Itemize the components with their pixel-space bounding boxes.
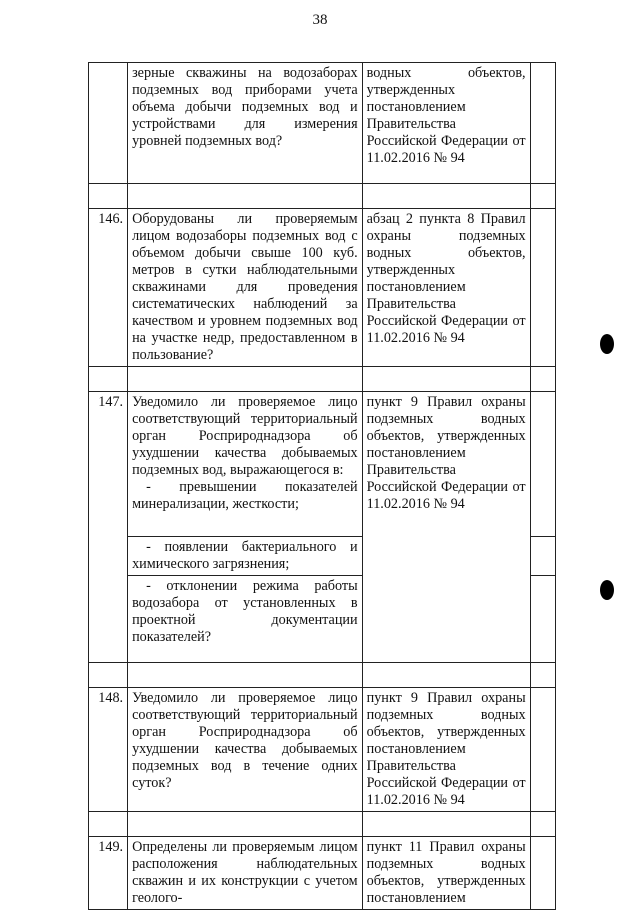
reference-cell: пункт 9 Правил охраны подземных водных объектов, утвержденных постановлением Правительства Российской Федерации от 11.02.2016 № 94 bbox=[362, 392, 530, 663]
answer-cell bbox=[530, 688, 555, 812]
row-separator bbox=[89, 184, 556, 209]
table-row bbox=[89, 837, 556, 910]
question-sub-item: - появлении бактериального и химического загрязнения; bbox=[128, 537, 363, 576]
punch-hole-mark bbox=[600, 580, 614, 600]
reference-cell: пункт 11 Правил охраны подземных водных объектов, утвержденных постановлением bbox=[362, 837, 530, 910]
answer-cell bbox=[530, 576, 555, 663]
question-cell: Оборудованы ли проверяемым лицом водозаборы подземных вод с объемом добычи свыше 100 куб. метров в сутки наблюдательными скважинами для проведения систематических наблюдений за качеством и уровнем подземных вод на участке недр, предоставленном в пользование? bbox=[128, 209, 363, 367]
punch-hole-mark bbox=[600, 334, 614, 354]
row-separator bbox=[89, 812, 556, 837]
answer-cell bbox=[530, 392, 555, 537]
table-row bbox=[89, 392, 556, 537]
reference-cell: абзац 2 пункта 8 Правил охраны подземных водных объектов, утвержденных постановлением Правительства Российской Федерации от 11.02.2016 № 94 bbox=[362, 209, 530, 367]
answer-cell bbox=[530, 63, 555, 184]
question-cell: Определены ли проверяемым лицом расположения наблюдательных скважин и их конструкции с учетом геолого- bbox=[128, 837, 363, 910]
row-number bbox=[89, 63, 128, 184]
table-row bbox=[89, 63, 556, 184]
row-number: 148. bbox=[89, 688, 128, 812]
answer-cell bbox=[530, 537, 555, 576]
question-sub-item: - превышении показателей минерализации, жесткости; bbox=[132, 479, 358, 512]
answer-cell bbox=[530, 209, 555, 367]
row-number: 149. bbox=[89, 837, 128, 910]
table-row bbox=[89, 688, 556, 812]
reference-cell: водных объектов, утвержденных постановлением Правительства Российской Федерации от 11.02.2016 № 94 bbox=[362, 63, 530, 184]
row-separator bbox=[89, 663, 556, 688]
row-separator bbox=[89, 367, 556, 392]
page-number: 38 bbox=[312, 12, 328, 28]
question-sub-item: - отклонении режима работы водозабора от установленных в проектной документации показателей? bbox=[128, 576, 363, 663]
question-cell: Уведомило ли проверяемое лицо соответствующий территориальный орган Росприроднадзора об ухудшении качества добываемых подземных вод в течение одних суток? bbox=[128, 688, 363, 812]
row-number: 147. bbox=[89, 392, 128, 663]
question-intro: Уведомило ли проверяемое лицо соответствующий территориальный орган Росприроднадзора об ухудшении качества добываемых подземных вод, выражающегося в: bbox=[132, 394, 358, 478]
reference-cell: пункт 9 Правил охраны подземных водных объектов, утвержденных постановлением Правительства Российской Федерации от 11.02.2016 № 94 bbox=[362, 688, 530, 812]
table-row bbox=[89, 209, 556, 367]
checklist-table bbox=[88, 62, 556, 910]
answer-cell bbox=[530, 837, 555, 910]
question-cell: зерные скважины на водозаборах подземных вод приборами учета объема добычи подземных вод и устройствами для измерения уровней подземных вод? bbox=[128, 63, 363, 184]
question-cell bbox=[128, 392, 363, 537]
row-number: 146. bbox=[89, 209, 128, 367]
